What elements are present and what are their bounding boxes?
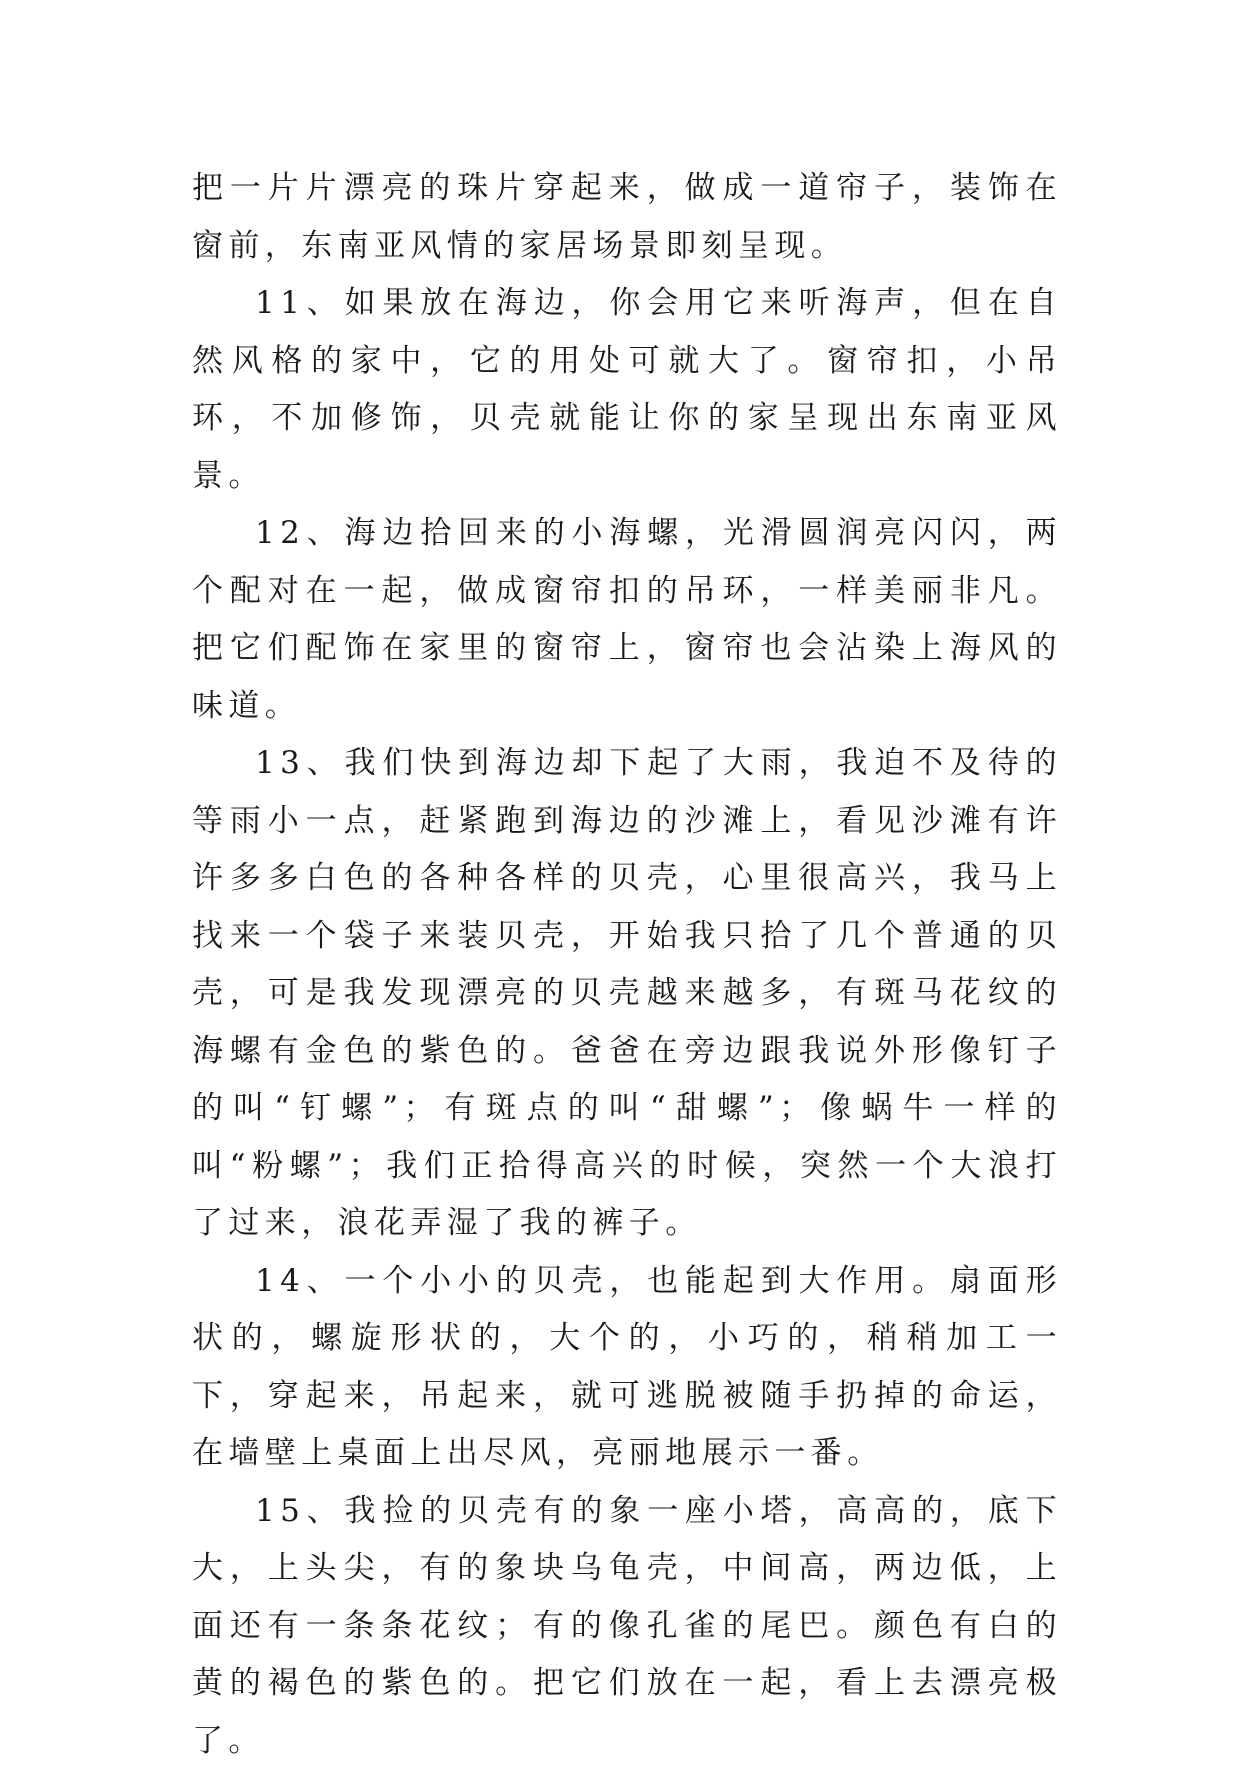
document-body	[192, 160, 1062, 1770]
paragraph-item-13: 13、我们快到海边却下起了大雨，我迫不及待的等雨小一点，赶紧跑到海边的沙滩上，看见沙滩有许许多多白色的各种各样的贝壳，心里很高兴，我马上找来一个袋子来装贝壳，开始我只拾了几个普通的贝壳，可是我发现漂亮的贝壳越来越多，有斑马花纹的海螺有金色的紫色的。爸爸在旁边跟我说外形像钉子的叫“钉螺”；有斑点的叫“甜螺”；像蜗牛一样的叫“粉螺”；我们正拾得高兴的时候，突然一个大浪打了过来，浪花弄湿了我的裤子。	[192, 735, 1062, 1253]
paragraph-item-15: 15、我捡的贝壳有的象一座小塔，高高的，底下大，上头尖，有的象块乌龟壳，中间高，两边低，上面还有一条条花纹；有的像孔雀的尾巴。颜色有白的黄的褐色的紫色的。把它们放在一起，看上去漂亮极了。	[192, 1483, 1062, 1770]
paragraph: 把一片片漂亮的珠片穿起来，做成一道帘子，装饰在窗前，东南亚风情的家居场景即刻呈现。	[192, 160, 1062, 275]
paragraph-item-12: 12、海边拾回来的小海螺，光滑圆润亮闪闪，两个配对在一起，做成窗帘扣的吊环，一样美丽非凡。把它们配饰在家里的窗帘上，窗帘也会沾染上海风的味道。	[192, 505, 1062, 735]
paragraph-item-11: 11、如果放在海边，你会用它来听海声，但在自然风格的家中，它的用处可就大了。窗帘扣，小吊环，不加修饰，贝壳就能让你的家呈现出东南亚风景。	[192, 275, 1062, 505]
paragraph-item-14: 14、一个小小的贝壳，也能起到大作用。扇面形状的，螺旋形状的，大个的，小巧的，稍稍加工一下，穿起来，吊起来，就可逃脱被随手扔掉的命运，在墙壁上桌面上出尽风，亮丽地展示一番。	[192, 1253, 1062, 1483]
